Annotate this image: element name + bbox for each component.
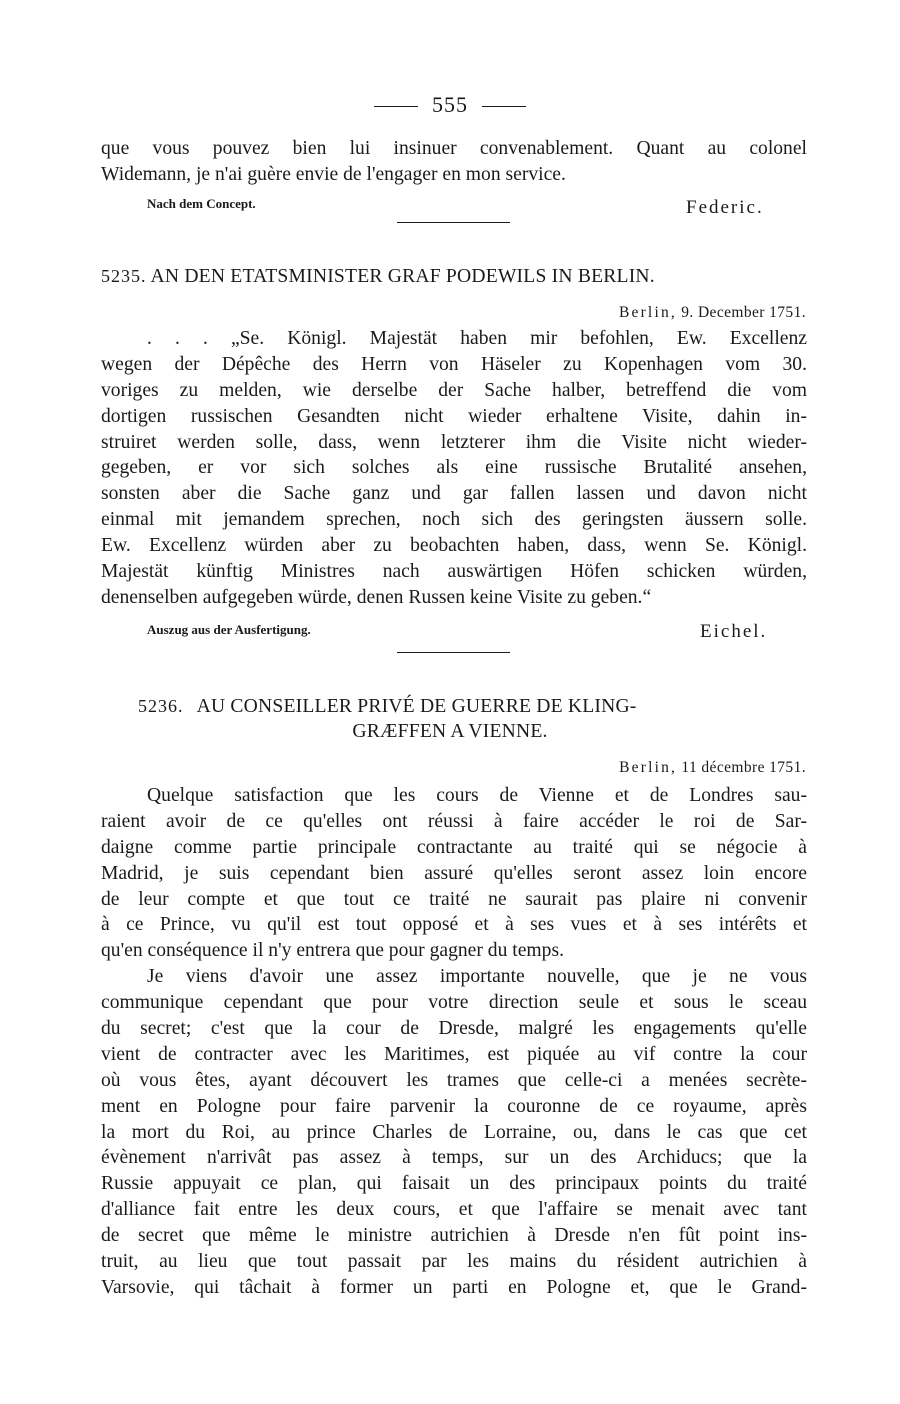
- text-line: ment en Pologne pour faire parvenir la couronne de ce royaume, après: [101, 1095, 807, 1117]
- text-line: dortigen russischen Gesandten nicht wieder erhaltene Visite, dahin in-: [101, 405, 807, 427]
- page-number: 555: [432, 92, 468, 117]
- text-line: à ce Prince, vu qu'il est tout opposé et à ses vues et à ses intérêts et: [101, 914, 807, 936]
- source-note: Auszug aus der Ausfertigung.: [147, 622, 311, 637]
- page-number-header: [0, 92, 900, 118]
- letter-number: 5235.: [101, 266, 147, 286]
- text-line: raient avoir de ce qu'elles ont réussi à faire accéder le roi de Sar-: [101, 810, 807, 832]
- letter-dateline: [619, 304, 806, 322]
- signature: Federic.: [686, 197, 764, 218]
- letter-number: 5236.: [138, 696, 184, 716]
- text-line: Widemann, je n'ai guère envie de l'engager en mon service.: [101, 163, 566, 185]
- letter-heading: [101, 264, 807, 289]
- text-line: Quelque satisfaction que les cours de Vienne et de Londres sau-: [147, 785, 807, 806]
- section-separator: [397, 222, 510, 223]
- text-line: struiret werden solle, dass, wenn letzterer ihm die Visite nicht wieder-: [101, 431, 807, 453]
- text-line: la mort du Roi, au prince Charles de Lorraine, ou, dans le cas que cet: [101, 1121, 807, 1143]
- letter-dateline: [619, 759, 806, 777]
- text-line: vient de contracter avec les Maritimes, est piquée au vif contre la cour: [101, 1043, 807, 1065]
- letter-body: [101, 326, 807, 611]
- text-line: wegen der Dépêche des Herrn von Häseler zu Kopenhagen vom 30.: [101, 353, 807, 375]
- text-line: de secret que même le ministre autrichien à Dresde n'en fût point ins-: [101, 1225, 807, 1247]
- letter-body: [101, 783, 807, 1301]
- dateline-date: 9. December 1751.: [681, 304, 806, 321]
- text-line: voriges zu melden, wie derselbe der Sache halber, betreffend die vom: [101, 379, 807, 401]
- text-line: qu'en conséquence il n'y entrera que pour gagner du temps.: [101, 940, 564, 962]
- signature: Eichel.: [700, 621, 768, 642]
- letter-title: AN DEN ETATSMINISTER GRAF PODEWILS IN BERLIN.: [150, 266, 655, 287]
- text-line: truit, au lieu que tout passait par les mains du résident autrichien à: [101, 1251, 807, 1273]
- text-line: denenselben aufgegeben würde, denen Russen keine Visite zu geben.“: [101, 586, 652, 608]
- dateline-date: 11 décembre 1751.: [681, 759, 806, 776]
- text-line: sonsten aber die Sache ganz und gar fallen lassen und davon nicht: [101, 483, 807, 505]
- text-line: Madrid, je suis cependant bien assuré qu'elles seront assez loin encore: [101, 862, 807, 884]
- text-line: einmal mit jemandem sprechen, noch sich des geringsten äussern solle.: [101, 509, 807, 531]
- text-line: daigne comme partie principale contractante au traité qui se négocie à: [101, 836, 807, 858]
- text-line: où vous êtes, ayant découvert les trames que celle-ci a menées secrète-: [101, 1069, 807, 1091]
- text-line: du secret; c'est que la cour de Dresde, malgré les engagements qu'elle: [101, 1018, 807, 1040]
- text-line: évènement n'arrivât pas assez à temps, sur un des Archiducs; que la: [101, 1147, 807, 1169]
- intro-paragraph: [101, 136, 807, 188]
- text-line: que vous pouvez bien lui insinuer convenablement. Quant au colonel: [101, 138, 807, 159]
- letter-title-line2: GRÆFFEN A VIENNE.: [352, 721, 548, 742]
- text-line: d'alliance fait entre les deux cours, et que l'affaire se menait avec tant: [101, 1199, 807, 1221]
- dateline-place: Berlin,: [619, 759, 678, 776]
- text-line: gegeben, er vor sich solches als eine russische Brutalité ansehen,: [101, 457, 807, 479]
- text-line: Je viens d'avoir une assez importante nouvelle, que je ne vous: [147, 966, 807, 988]
- source-note: Nach dem Concept.: [147, 196, 256, 211]
- text-line: . . . „Se. Königl. Majestät haben mir befohlen, Ew. Excellenz: [147, 328, 807, 349]
- text-line: Russie appuyait ce plan, qui faisait un des principaux points du traité: [101, 1173, 807, 1195]
- dateline-place: Berlin,: [618, 304, 677, 321]
- text-line: communique cependant que pour votre direction seule et sous le sceau: [101, 992, 807, 1014]
- header-rule-right: [482, 106, 526, 107]
- text-line: de leur compte et que tout ce traité ne saurait pas plaire ni convenir: [101, 888, 807, 910]
- header-rule-left: [374, 106, 418, 107]
- letter-heading: [138, 694, 778, 719]
- section-separator: [397, 652, 510, 653]
- text-line: Varsovie, qui tâchait à former un parti en Pologne et, que le Grand-: [101, 1276, 807, 1298]
- text-line: Ew. Excellenz würden aber zu beobachten haben, dass, wenn Se. Königl.: [101, 535, 807, 557]
- letter-title-line1: AU CONSEILLER PRIVÉ DE GUERRE DE KLING-: [196, 696, 637, 717]
- text-line: Majestät künftig Ministres nach auswärtigen Höfen schicken würden,: [101, 561, 807, 583]
